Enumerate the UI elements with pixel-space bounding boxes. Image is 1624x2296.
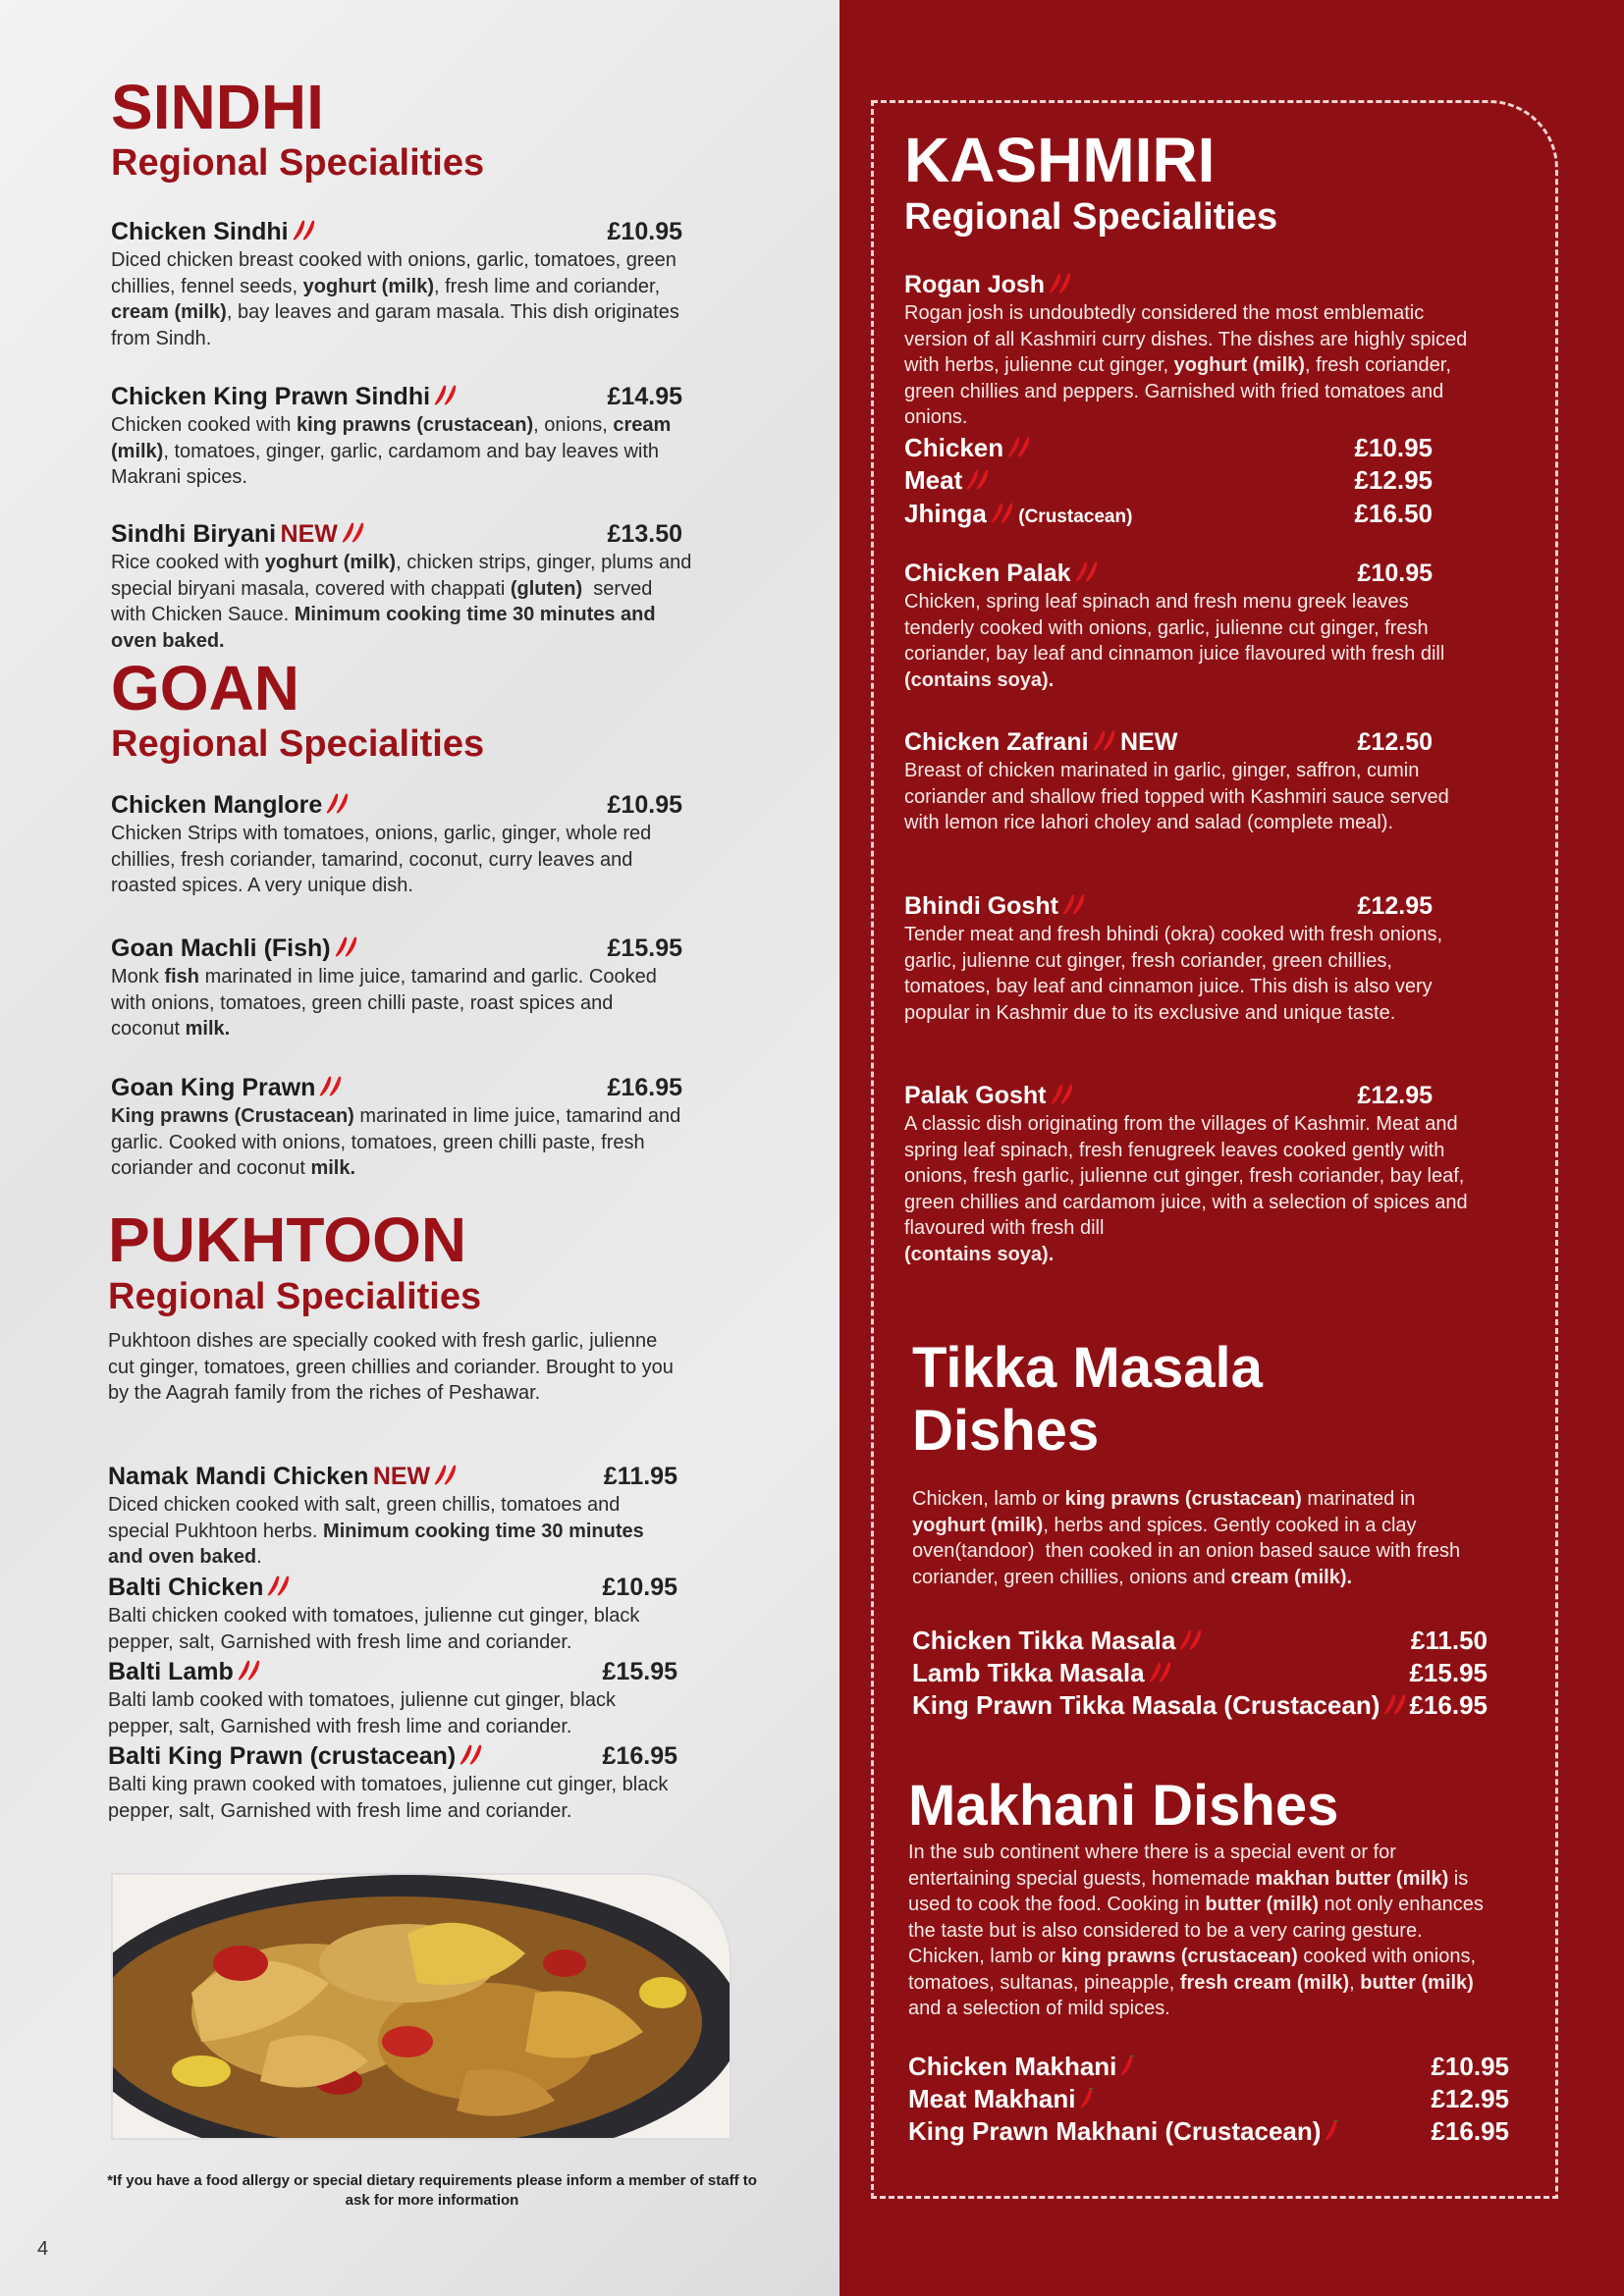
allergy-footnote: *If you have a food allergy or special dietary requirements please inform a member of staff to ask for more information [107, 2172, 757, 2209]
dish-description: Balti chicken cooked with tomatoes, julienne cut ginger, black pepper, salt, Garnished with fresh lime and coriander. [108, 1605, 640, 1653]
dish-chicken-king-prawn-sindhi [111, 383, 682, 491]
dish-description: A classic dish originating from the villages of Kashmir. Meat and spring leaf spinach, fresh fenugreek leaves cooked gently with onions, fresh garlic, julienne cut ginger, fresh coriander, bay leaf, green chillies and cardamom juice, with a selection of spices and flavoured with fresh dill (contains soya). [904, 1113, 1468, 1265]
option-price: £11.50 [1410, 1626, 1488, 1655]
dish-description: Balti lamb cooked with tomatoes, julienne cut ginger, black pepper, salt, Garnished with fresh lime and coriander. [108, 1689, 616, 1737]
chili-pepper-icon [460, 1744, 483, 1766]
new-badge: NEW [1120, 728, 1178, 756]
option-price: £12.95 [1431, 2084, 1509, 2113]
chili-pepper-icon [1179, 1629, 1203, 1651]
chili-pepper-icon [342, 522, 365, 544]
dish-price: £16.95 [607, 1074, 682, 1101]
chili-pepper-icon [991, 503, 1014, 524]
dish-description: King prawns (Crustacean) marinated in lime juice, tamarind and garlic. Cooked with onions, tomatoes, green chilli paste, fresh coriander and coconut milk. [111, 1105, 681, 1179]
pukhtoon-title: PUKHTOON [108, 1204, 467, 1275]
chili-pepper-icon [1093, 730, 1116, 752]
option-note: (Crustacean) [1018, 507, 1133, 527]
dish-bhindi-gosht [904, 892, 1443, 1026]
tikka-option-king-prawn [912, 1690, 1488, 1724]
option-name: Meat Makhani [908, 2084, 1076, 2113]
chili-pepper-icon [434, 1465, 458, 1486]
dish-name: Balti Chicken [108, 1574, 264, 1601]
dish-price: £10.95 [607, 218, 682, 245]
dish-name: Chicken Zafrani [904, 728, 1089, 756]
dish-name: Rogan Josh [904, 271, 1046, 298]
sindhi-title: SINDHI [111, 72, 324, 142]
dish-price: £12.50 [1357, 728, 1433, 756]
dish-photo [111, 1873, 731, 2140]
dish-description: Diced chicken cooked with salt, green chillis, tomatoes and special Pukhtoon herbs. Minimum cooking time 30 minutes and oven baked. [108, 1494, 644, 1568]
dish-price: £10.95 [607, 791, 682, 819]
tikka-title-line1: Tikka Masala [912, 1336, 1263, 1400]
new-badge: NEW [372, 1463, 431, 1490]
chili-pepper-icon [1120, 2056, 1134, 2077]
chili-pepper-icon [1149, 1662, 1172, 1683]
dish-description: Chicken, spring leaf spinach and fresh menu greek leaves tenderly cooked with onions, garlic, julienne cut ginger, fresh coriander, bay leaf and cinnamon juice flavoured with fresh dill (contains soya). [904, 591, 1445, 691]
kashmiri-subtitle: Regional Specialities [904, 196, 1278, 238]
dish-name: Goan King Prawn [111, 1074, 316, 1101]
option-name: Meat [904, 465, 963, 495]
chili-pepper-icon [434, 385, 458, 406]
option-name: King Prawn Makhani (Crustacean) [908, 2116, 1322, 2146]
sindhi-subtitle: Regional Specialities [111, 142, 485, 184]
dish-name: Goan Machli (Fish) [111, 934, 331, 962]
dish-palak-gosht [904, 1082, 1468, 1267]
tikka-option-chicken [912, 1626, 1488, 1659]
tikka-option-lamb [912, 1658, 1488, 1691]
chili-pepper-icon [966, 469, 990, 491]
goan-title: GOAN [111, 653, 299, 723]
dish-description: Rogan josh is undoubtedly considered the most emblematic version of all Kashmiri curry dishes. The dishes are highly spiced with herbs, julienne cut ginger, yoghurt (milk), fresh coriander, green chillies and peppers. Garnished with fried tomatoes and onions. [904, 302, 1468, 428]
dish-description: Chicken Strips with tomatoes, onions, garlic, ginger, whole red chillies, fresh coriander, tamarind, coconut, curry leaves and roasted spices. A very unique dish. [111, 823, 652, 896]
tikka-description: Chicken, lamb or king prawns (crustacean) marinated in yoghurt (milk), herbs and spices. Gently cooked in a clay oven(tandoor) then cooked in an onion based sauce with fresh coriander, green chillies, onions and cream (milk). [912, 1488, 1461, 1588]
option-name: Chicken Tikka Masala [912, 1626, 1176, 1655]
dish-name: Chicken Palak [904, 560, 1071, 587]
dish-goan-king-prawn [111, 1074, 682, 1182]
kashmiri-title: KASHMIRI [904, 125, 1216, 195]
curry-bowl-image [113, 1875, 731, 2140]
dish-price: £16.95 [602, 1742, 677, 1770]
chili-pepper-icon [293, 220, 316, 241]
makhani-option-chicken [908, 2052, 1509, 2085]
rogan-option-jhinga [904, 499, 1433, 532]
dish-name: Balti King Prawn (crustacean) [108, 1742, 457, 1770]
dish-description: Balti king prawn cooked with tomatoes, julienne cut ginger, black pepper, salt, Garnished with fresh lime and coriander. [108, 1774, 669, 1822]
pukhtoon-subtitle: Regional Specialities [108, 1276, 482, 1317]
chili-pepper-icon [1325, 2120, 1338, 2142]
dish-description: Monk fish marinated in lime juice, tamarind and garlic. Cooked with onions, tomatoes, green chilli paste, roast spices and coconut milk. [111, 966, 657, 1040]
chili-pepper-icon [1051, 1084, 1074, 1105]
dish-price: £14.95 [607, 383, 682, 410]
dish-price: £13.50 [607, 520, 682, 548]
option-name: Chicken Makhani [908, 2052, 1117, 2081]
chili-pepper-icon [267, 1575, 291, 1597]
dish-sindhi-biryani [111, 520, 692, 654]
dish-balti-king-prawn [108, 1742, 677, 1824]
dish-price: £15.95 [607, 934, 682, 962]
option-name: Jhinga [904, 499, 987, 528]
dish-namak-mandi-chicken [108, 1463, 677, 1571]
option-price: £10.95 [1431, 2052, 1509, 2081]
dish-name: Sindhi Biryani [111, 520, 277, 548]
chili-pepper-icon [1080, 2088, 1094, 2109]
dish-chicken-sindhi [111, 218, 682, 351]
dish-name: Namak Mandi Chicken [108, 1463, 369, 1490]
rogan-option-chicken [904, 433, 1433, 466]
dish-price: £10.95 [602, 1574, 677, 1601]
pukhtoon-intro: Pukhtoon dishes are specially cooked with fresh garlic, julienne cut ginger, tomatoes, green chillies and coriander. Brought to you by the Aagrah family from the riches of Peshawar. [108, 1330, 674, 1404]
dish-description: Tender meat and fresh bhindi (okra) cooked with fresh onions, garlic, julienne cut ginger, fresh coriander, green chillies, tomatoes, bay leaf and cinnamon juice. This dish is also very popular in Kashmir due to its exclusive and unique taste. [904, 924, 1443, 1024]
option-price: £10.95 [1354, 433, 1433, 462]
chili-pepper-icon [1049, 273, 1072, 294]
option-price: £16.95 [1409, 1690, 1488, 1720]
chili-pepper-icon [1383, 1694, 1407, 1716]
dish-description: Breast of chicken marinated in garlic, ginger, saffron, cumin coriander and shallow fried topped with Kashmiri sauce served with lemon rice lahori choley and salad (complete meal). [904, 760, 1449, 833]
makhani-option-king-prawn [908, 2116, 1509, 2150]
dish-name: Balti Lamb [108, 1658, 234, 1685]
dish-description: Diced chicken breast cooked with onions, garlic, tomatoes, green chillies, fennel seeds, yoghurt (milk), fresh lime and coriander, cream (milk), bay leaves and garam masala. This dish originates from Sindh. [111, 249, 679, 349]
dish-price: £12.95 [1357, 892, 1433, 920]
dish-name: Chicken Sindhi [111, 218, 289, 245]
dish-rogan-josh [904, 271, 1482, 431]
chili-pepper-icon [319, 1076, 343, 1097]
option-price: £16.50 [1354, 499, 1433, 528]
option-name: Chicken [904, 433, 1004, 462]
makhani-option-meat [908, 2084, 1509, 2117]
dish-chicken-palak [904, 560, 1445, 693]
dish-price: £10.95 [1357, 560, 1433, 587]
option-price: £16.95 [1431, 2116, 1509, 2146]
new-badge: NEW [280, 520, 338, 548]
option-name: Lamb Tikka Masala [912, 1658, 1145, 1687]
dish-price: £15.95 [602, 1658, 677, 1685]
dish-name: Chicken King Prawn Sindhi [111, 383, 431, 410]
dish-name: Chicken Manglore [111, 791, 323, 819]
dish-name: Palak Gosht [904, 1082, 1047, 1109]
chili-pepper-icon [238, 1660, 261, 1682]
dish-balti-chicken [108, 1574, 677, 1655]
makhani-description: In the sub continent where there is a special event or for entertaining special guests, homemade makhan butter (milk) is used to cook the food. Cooking in butter (milk) not only enhances the taste but is also considered to be a very caring gesture. Chicken, lamb or king prawns (crustacean) cooked with onions, tomatoes, sultanas, pineapple, fresh cream (milk), butter (milk) and a selection of mild spices. [908, 1842, 1484, 2019]
page-number: 4 [37, 2238, 49, 2260]
right-panel [839, 0, 1624, 2296]
dish-chicken-manglore [111, 791, 682, 899]
dish-description: Rice cooked with yoghurt (milk), chicken strips, ginger, plums and special biryani masala, covered with chappati (gluten) served with Chicken Sauce. Minimum cooking time 30 minutes and oven baked. [111, 552, 692, 652]
chili-pepper-icon [1075, 561, 1099, 583]
dish-chicken-zafrani [904, 728, 1449, 836]
dish-name: Bhindi Gosht [904, 892, 1058, 920]
tikka-title-line2: Dishes [912, 1399, 1100, 1463]
dish-price: £11.95 [603, 1463, 677, 1490]
dish-price: £12.95 [1357, 1082, 1433, 1109]
tikka-title [912, 1337, 1263, 1463]
option-price: £12.95 [1354, 465, 1433, 495]
dish-balti-lamb [108, 1658, 677, 1739]
rogan-option-meat [904, 465, 1433, 499]
chili-pepper-icon [1007, 437, 1031, 458]
dish-description: Chicken cooked with king prawns (crustacean), onions, cream (milk), tomatoes, ginger, garlic, cardamom and bay leaves with Makrani spices. [111, 414, 672, 488]
option-name: King Prawn Tikka Masala (Crustacean) [912, 1690, 1380, 1720]
goan-subtitle: Regional Specialities [111, 723, 485, 765]
option-price: £15.95 [1409, 1658, 1488, 1687]
makhani-title: Makhani Dishes [908, 1774, 1339, 1838]
chili-pepper-icon [326, 793, 350, 815]
chili-pepper-icon [1062, 894, 1086, 916]
chili-pepper-icon [335, 936, 358, 958]
dish-goan-machli [111, 934, 682, 1042]
